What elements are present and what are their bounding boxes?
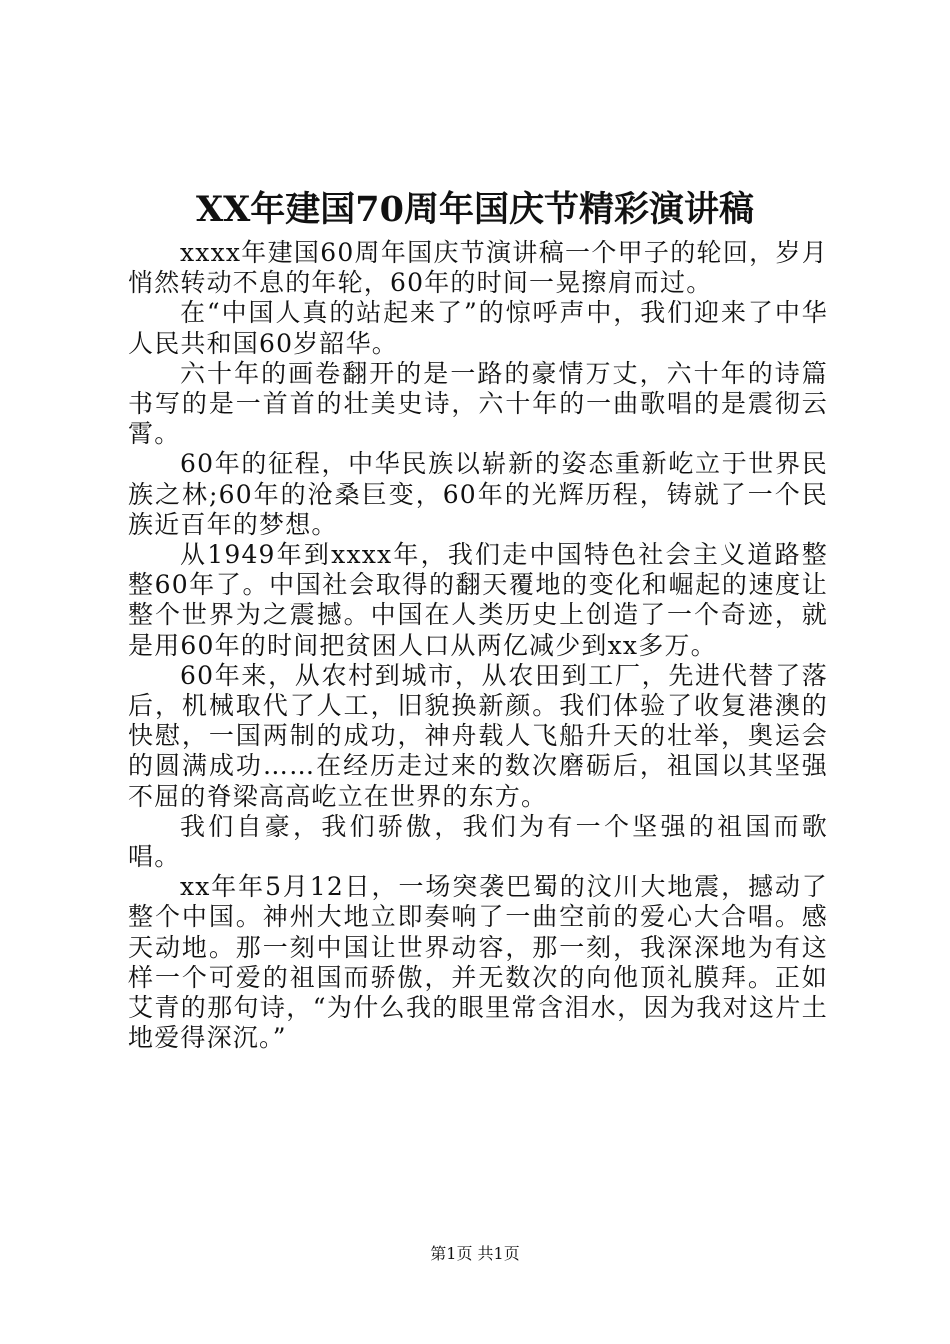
document-body [128,238,828,1053]
page-footer: 第1页 共1页 [430,1244,520,1263]
paragraph: xxxx年建国60周年国庆节演讲稿一个甲子的轮回，岁月悄然转动不息的年轮，60年的时间一晃擦肩而过。 [128,238,828,298]
paragraph: xx年年5月12日，一场突袭巴蜀的汶川大地震，撼动了整个中国。神州大地立即奏响了一曲空前的爱心大合唱。感天动地。那一刻中国让世界动容，那一刻，我深深地为有这样一个可爱的祖国而骄傲，并无数次的向他顶礼膜拜。正如艾青的那句诗，“为什么我的眼里常含泪水，因为我对这片土地爱得深沉。” [128,872,828,1053]
paragraph: 六十年的画卷翻开的是一路的豪情万丈，六十年的诗篇书写的是一首首的壮美史诗，六十年的一曲歌唱的是震彻云霄。 [128,358,828,449]
paragraph: 我们自豪，我们骄傲，我们为有一个坚强的祖国而歌唱。 [128,811,828,872]
paragraph: 在“中国人真的站起来了”的惊呼声中，我们迎来了中华人民共和国60岁韶华。 [128,298,828,358]
paragraph: 从1949年到xxxx年，我们走中国特色社会主义道路整整60年了。中国社会取得的翻天覆地的变化和崛起的速度让整个世界为之震撼。中国在人类历史上创造了一个奇迹，就是用60年的时间把贫困人口从两亿减少到xx多万。 [128,540,828,660]
paragraph: 60年的征程，中华民族以崭新的姿态重新屹立于世界民族之林;60年的沧桑巨变，60年的光辉历程，铸就了一个民族近百年的梦想。 [128,449,828,539]
paragraph: 60年来，从农村到城市，从农田到工厂，先进代替了落后，机械取代了人工，旧貌换新颜。我们体验了收复港澳的快慰，一国两制的成功，神舟载人飞船升天的壮举，奥运会的圆满成功……在经历走过来的数次磨砺后，祖国以其坚强不屈的脊梁高高屹立在世界的东方。 [128,660,828,811]
document-title: XX年建国70周年国庆节精彩演讲稿 [195,189,755,230]
